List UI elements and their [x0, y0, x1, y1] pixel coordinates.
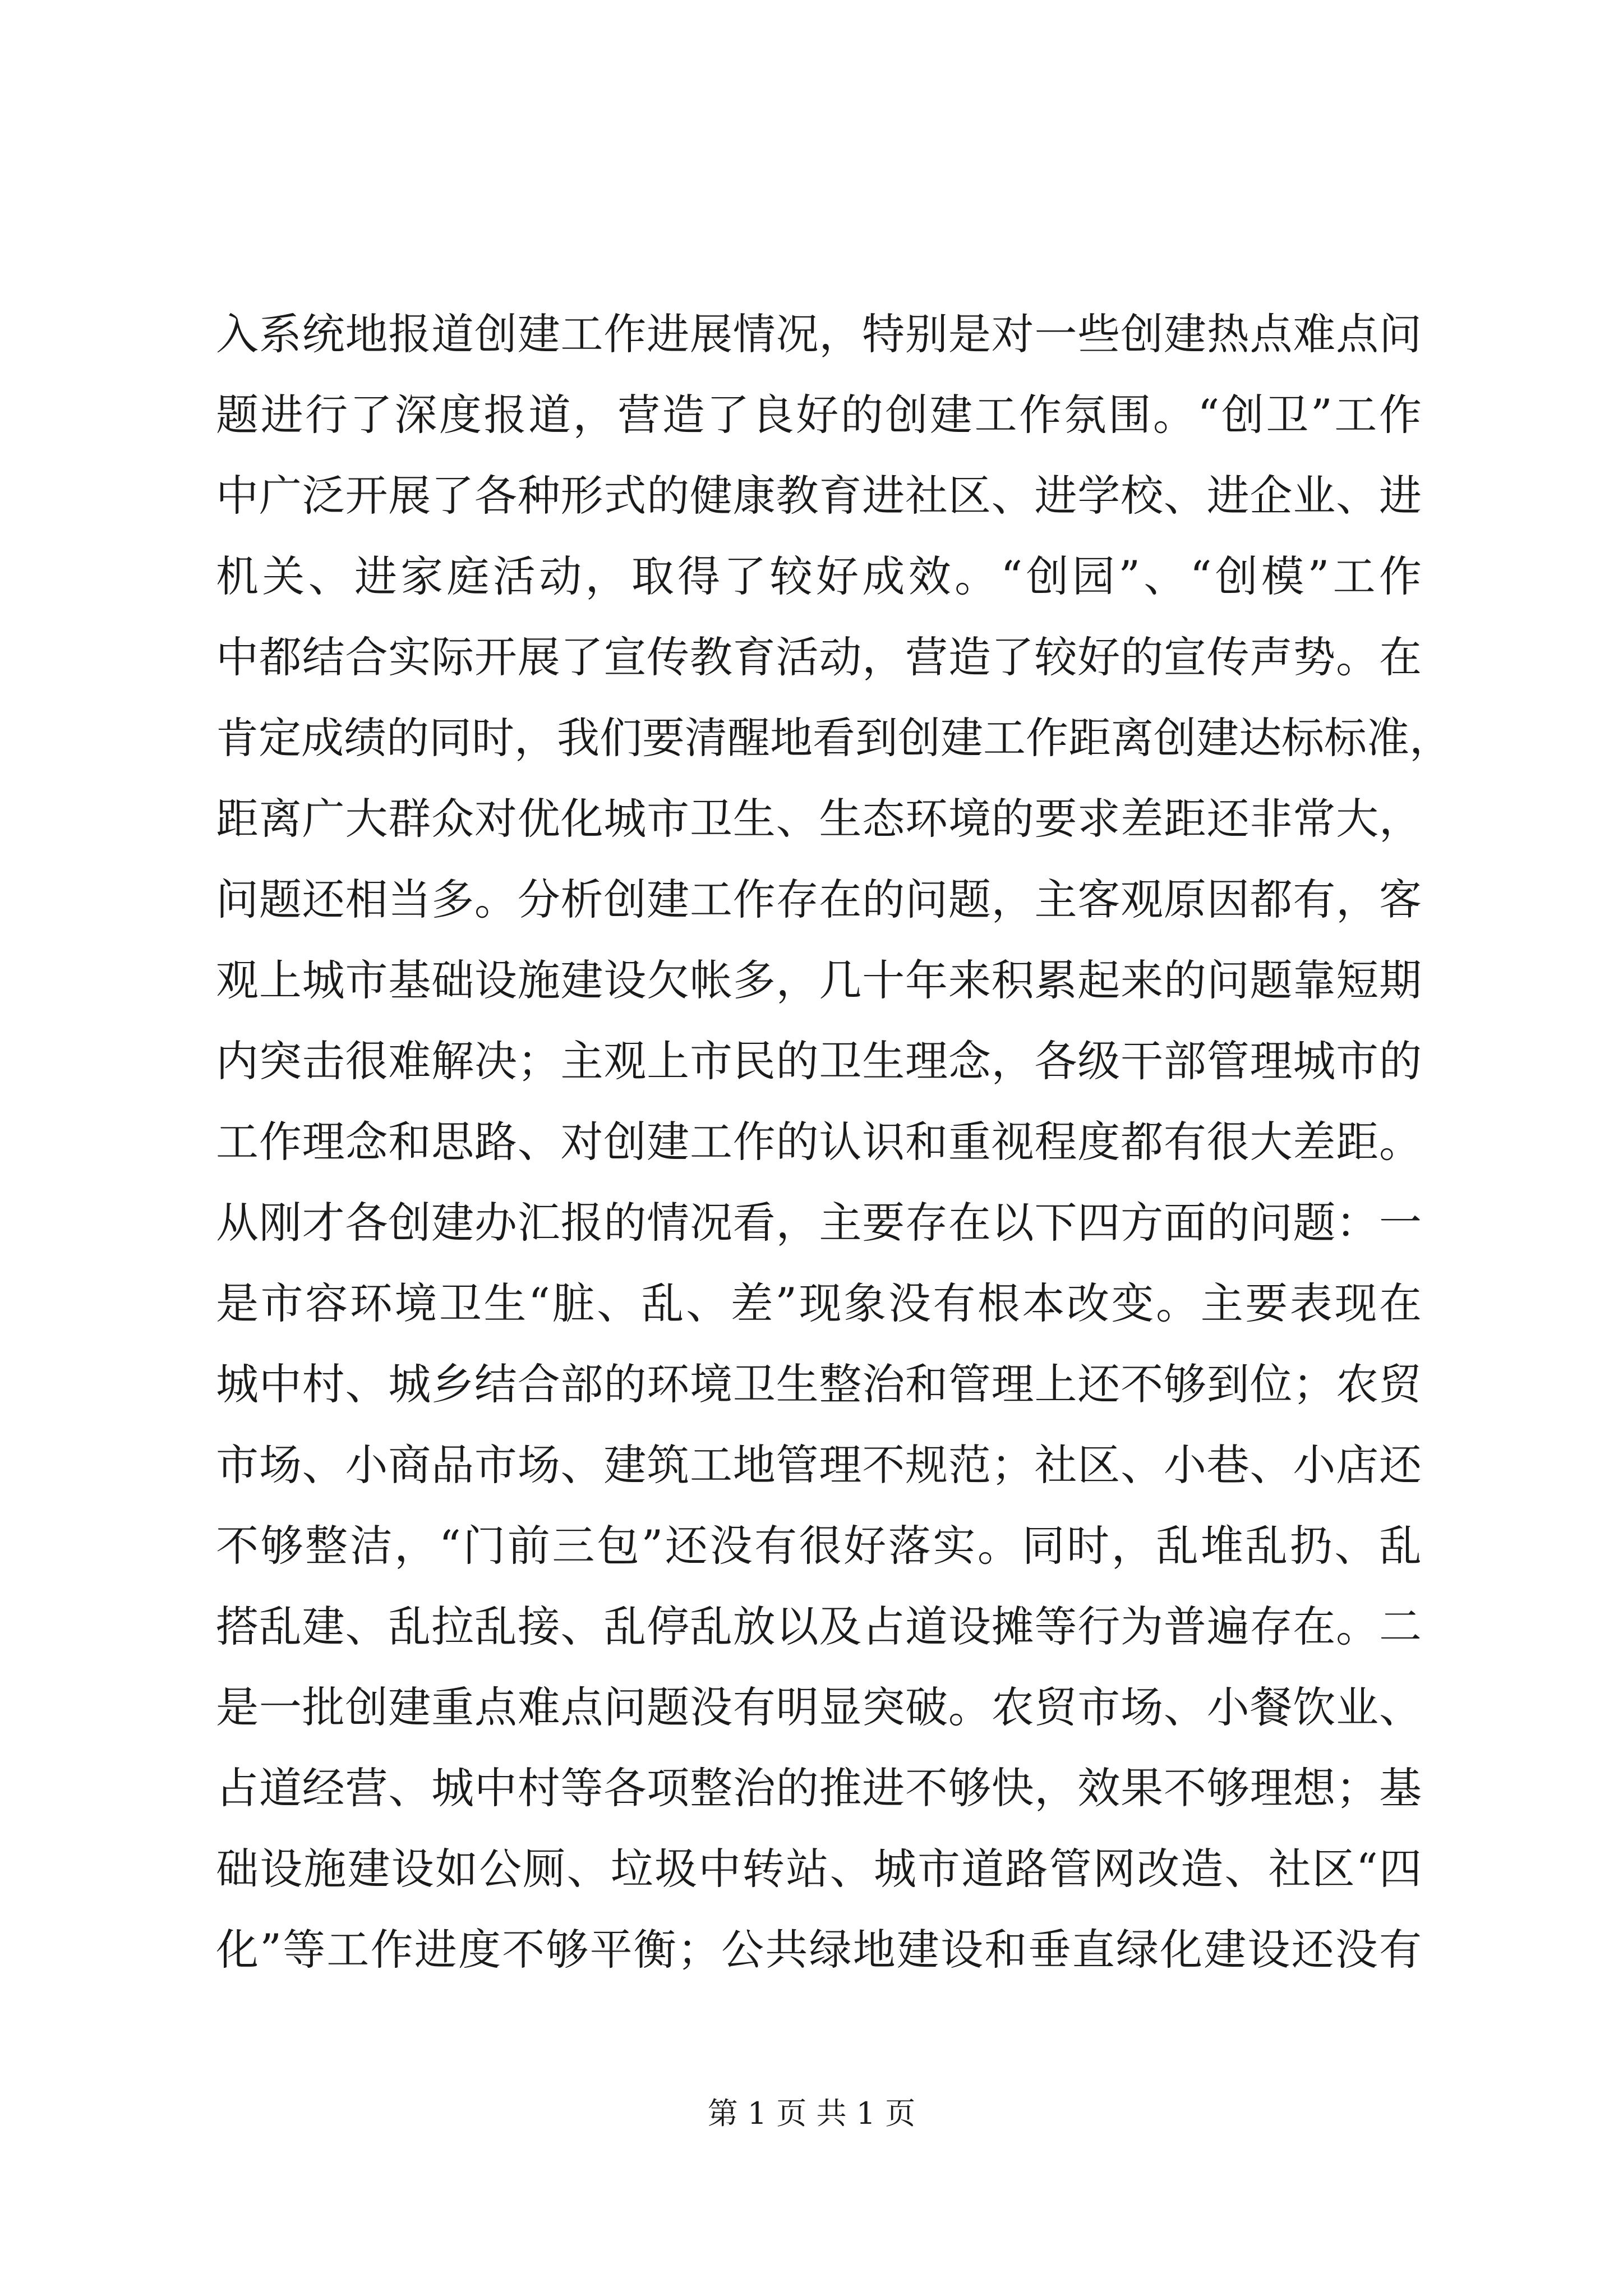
- text-line-5: 中都结合实际开展了宣传教育活动，营造了较好的宣传声势。在: [216, 632, 1422, 682]
- text-line-20: 础设施建设如公厕、垃圾中转站、城市道路管网改造、社区“四: [216, 1844, 1422, 1894]
- text-line-11: 工作理念和思路、对创建工作的认识和重视程度都有很大差距。: [216, 1117, 1422, 1167]
- text-line-17: 搭乱建、乱拉乱接、乱停乱放以及占道设摊等行为普遍存在。二: [216, 1602, 1422, 1651]
- text-line-16: 不够整洁，“门前三包”还没有很好落实。同时，乱堆乱扔、乱: [216, 1521, 1422, 1571]
- text-line-2: 题进行了深度报道，营造了良好的创建工作氛围。“创卫”工作: [216, 390, 1422, 440]
- text-line-14: 城中村、城乡结合部的环境卫生整治和管理上还不够到位；农贸: [216, 1359, 1422, 1409]
- text-line-3: 中广泛开展了各种形式的健康教育进社区、进学校、进企业、进: [216, 471, 1422, 521]
- text-line-19: 占道经营、城中村等各项整治的推进不够快，效果不够理想；基: [216, 1763, 1422, 1813]
- text-line-1: 入系统地报道创建工作进展情况，特别是对一些创建热点难点问: [216, 309, 1422, 359]
- text-line-12: 从刚才各创建办汇报的情况看，主要存在以下四方面的问题：一: [216, 1198, 1422, 1248]
- text-line-4: 机关、进家庭活动，取得了较好成效。“创园”、“创模”工作: [216, 551, 1422, 601]
- text-line-15: 市场、小商品市场、建筑工地管理不规范；社区、小巷、小店还: [216, 1440, 1422, 1490]
- text-line-8: 问题还相当多。分析创建工作存在的问题，主客观原因都有，客: [216, 875, 1422, 924]
- body-paragraph: [216, 294, 1452, 1990]
- text-line-13: 是市容环境卫生“脏、乱、差”现象没有根本改变。主要表现在: [216, 1278, 1422, 1328]
- text-line-9: 观上城市基础设施建设欠帐多，几十年来积累起来的问题靠短期: [216, 955, 1422, 1005]
- text-line-10: 内突击很难解决；主观上市民的卫生理念，各级干部管理城市的: [216, 1036, 1422, 1086]
- text-line-18: 是一批创建重点难点问题没有明显突破。农贸市场、小餐饮业、: [216, 1682, 1422, 1732]
- text-line-7: 距离广大群众对优化城市卫生、生态环境的要求差距还非常大，: [216, 794, 1422, 844]
- text-line-6: 肯定成绩的同时，我们要清醒地看到创建工作距离创建达标标准，: [216, 713, 1452, 763]
- page-number-footer: 第 1 页 共 1 页: [707, 2096, 916, 2131]
- text-line-21: 化”等工作进度不够平衡；公共绿地建设和垂直绿化建设还没有: [216, 1925, 1422, 1975]
